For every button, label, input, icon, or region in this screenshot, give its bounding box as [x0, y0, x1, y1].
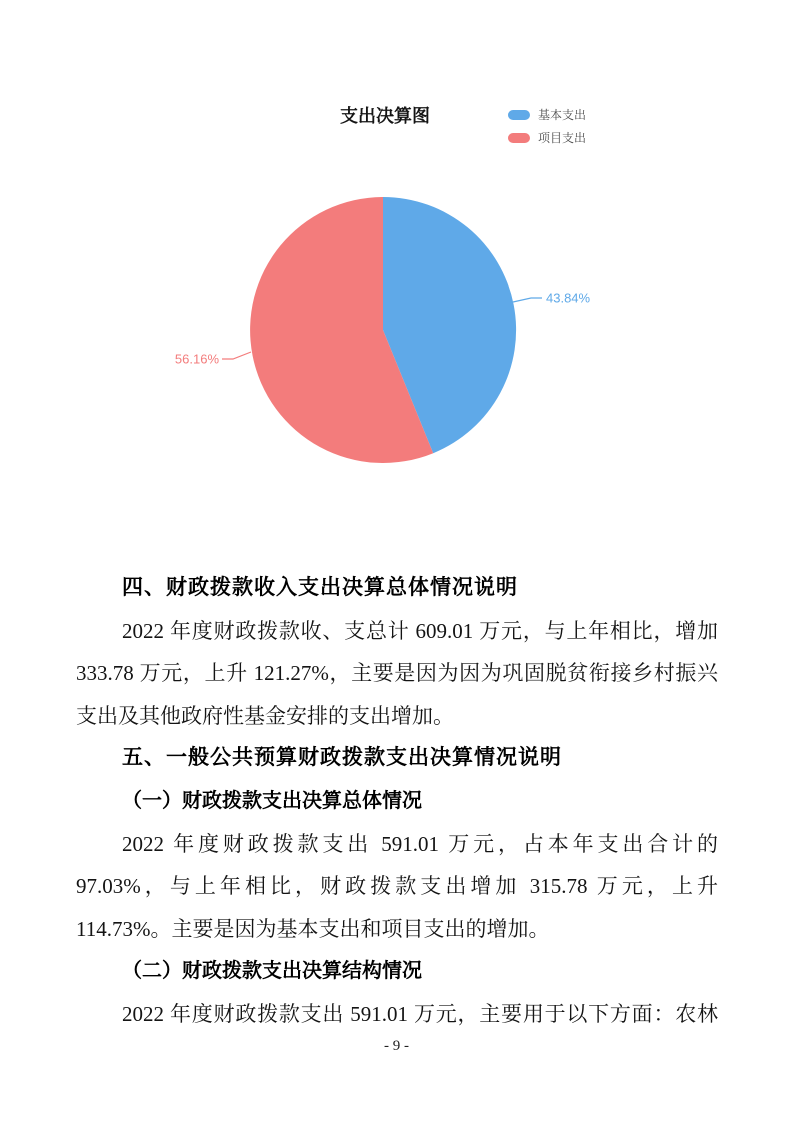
paragraph-5-line-2: 97.03%，与上年相比，财政拨款支出增加 315.78 万元，上升 — [76, 874, 718, 899]
heading-section-5: 五、一般公共预算财政拨款支出决算情况说明 — [122, 746, 562, 770]
subheading-5-1: （一）财政拨款支出决算总体情况 — [122, 789, 422, 812]
paragraph-4-line-1: 2022 年度财政拨款收、支总计 609.01 万元，与上年相比，增加 — [122, 618, 718, 643]
paragraph-6-line-1: 2022 年度财政拨款支出 591.01 万元，主要用于以下方面：农林 — [122, 1001, 718, 1026]
chart-title: 支出决算图 — [340, 106, 430, 126]
heading-section-4: 四、财政拨款收入支出决算总体情况说明 — [122, 576, 518, 599]
legend-label-basic: 基本支出 — [538, 108, 587, 122]
pie-slices — [250, 197, 516, 463]
paragraph-4-line-3: 支出及其他政府性基金安排的支出增加。 — [76, 703, 454, 728]
pie-leader-basic — [513, 298, 542, 302]
page-number: - 9 - — [384, 1038, 409, 1054]
pie-label-basic: 43.84% — [546, 290, 591, 306]
legend-label-project: 项目支出 — [538, 131, 587, 145]
document-body — [76, 567, 718, 1036]
paragraph-5-line-1: 2022 年度财政拨款支出 591.01 万元，占本年支出合计的 — [122, 831, 718, 856]
pie-chart — [0, 90, 793, 560]
paragraph-5-line-3: 114.73%。主要是因为基本支出和项目支出的增加。 — [76, 916, 550, 941]
subheading-5-2: （二）财政拨款支出决算结构情况 — [122, 960, 422, 983]
paragraph-4-line-2: 333.78 万元，上升 121.27%，主要是因为因为巩固脱贫衔接乡村振兴 — [76, 661, 718, 686]
pie-leader-project — [222, 352, 251, 359]
pie-label-project: 56.16% — [174, 351, 219, 367]
